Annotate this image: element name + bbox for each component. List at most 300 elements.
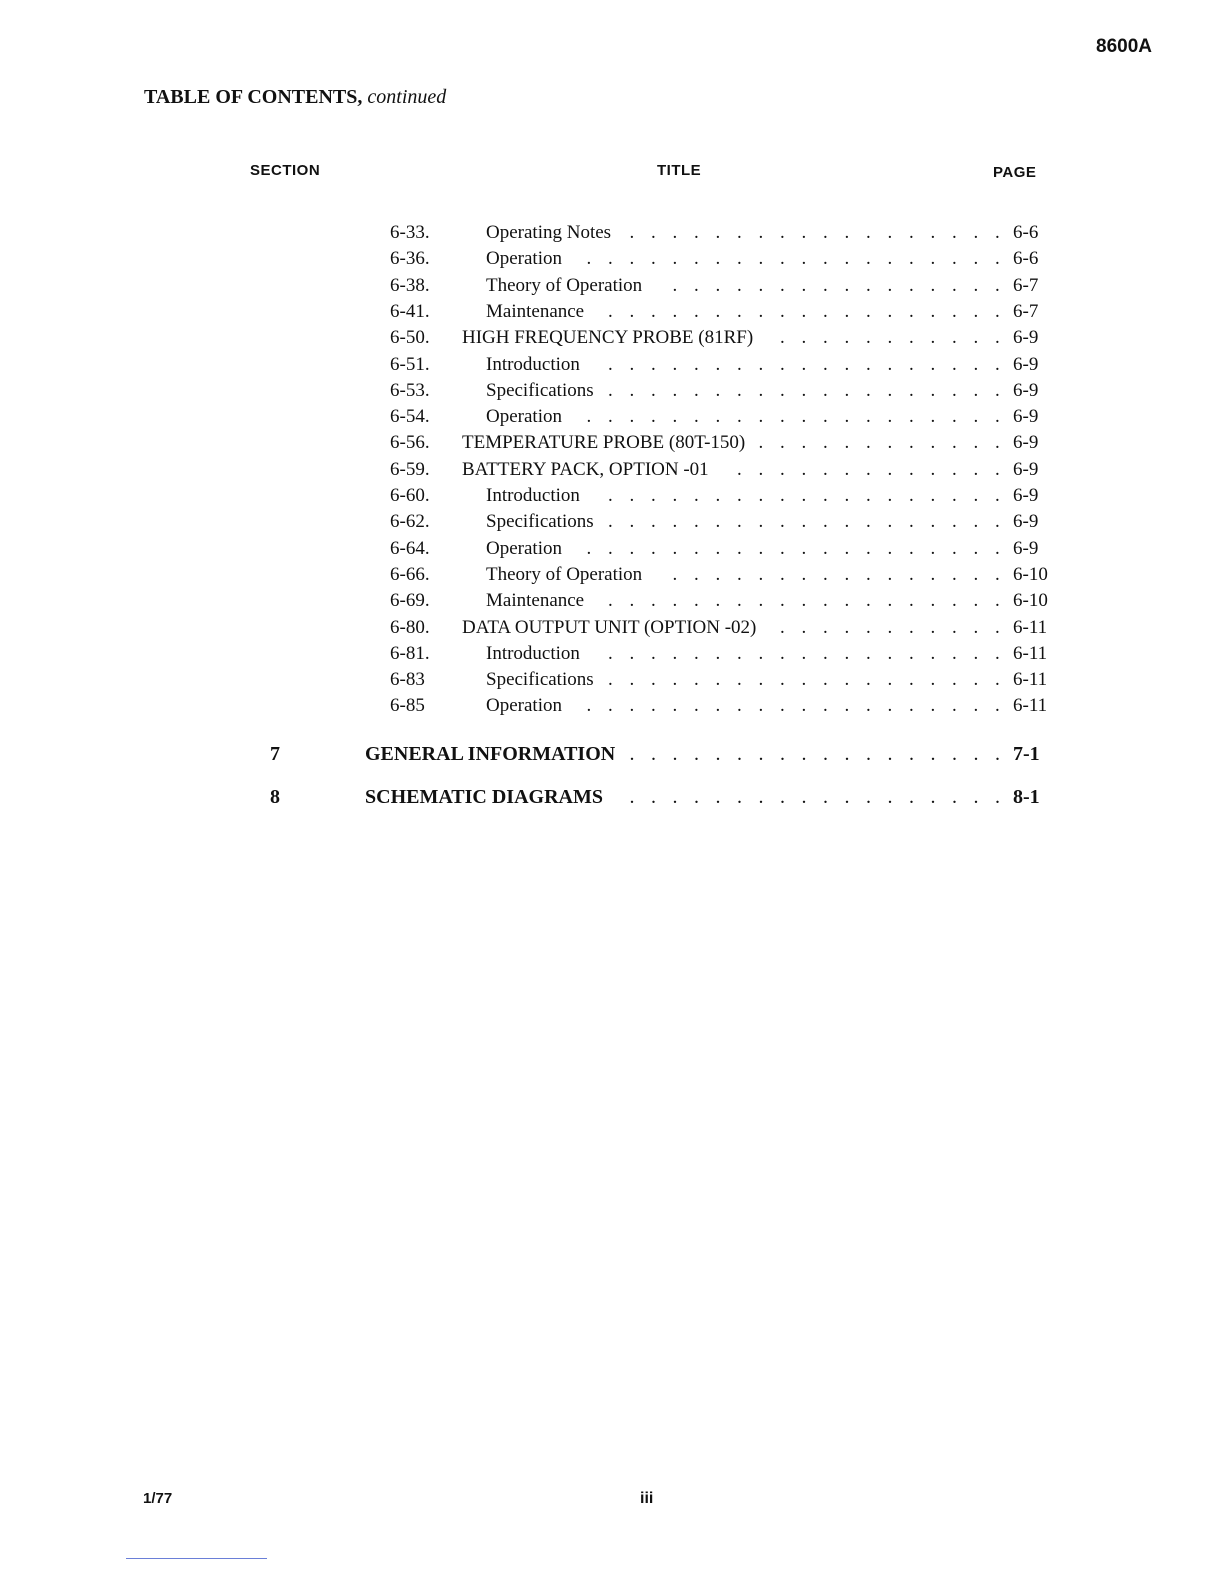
dot-leader: . xyxy=(629,786,635,808)
dot-leader: . xyxy=(952,458,957,480)
dot-leader: . xyxy=(823,327,828,349)
dot-leader: . xyxy=(801,616,807,638)
dot-leader: . xyxy=(737,590,742,612)
dot-leader: . xyxy=(995,274,1000,296)
dot-leader: . xyxy=(801,432,807,454)
dot-leader: . xyxy=(672,642,678,664)
dot-leader: . xyxy=(823,590,828,612)
dot-leader: . xyxy=(930,695,936,717)
dot-leader: . xyxy=(952,327,957,349)
dot-leader: . xyxy=(866,222,871,243)
toc-entry-page: 6-9 xyxy=(1013,511,1039,533)
dot-leader: . xyxy=(952,248,957,270)
toc-entry[interactable] xyxy=(0,430,1224,456)
dot-leader: . xyxy=(801,511,807,533)
dot-leader: . xyxy=(995,590,1000,612)
dot-leader: . xyxy=(823,485,828,506)
page-title xyxy=(144,86,446,109)
dot-leader: . xyxy=(651,743,656,765)
dot-leader: . xyxy=(608,511,613,533)
dot-leader: . xyxy=(952,590,957,612)
dot-leader: . xyxy=(866,327,871,349)
dot-leader: . xyxy=(930,743,936,765)
dot-leader: . xyxy=(672,669,678,691)
dot-leader: . xyxy=(973,274,979,296)
dot-leader: . xyxy=(586,537,592,559)
dot-leader: . xyxy=(823,300,828,322)
dot-leader: . xyxy=(651,590,656,612)
dot-leader: . xyxy=(715,743,721,765)
dot-leader: . xyxy=(672,406,678,428)
toc-entry[interactable] xyxy=(0,457,1224,483)
dot-leader: . xyxy=(973,327,979,349)
dot-leader: . xyxy=(651,485,656,506)
dot-leader: . xyxy=(801,274,807,296)
dot-leader: . xyxy=(973,642,979,664)
dot-leader: . xyxy=(608,590,613,612)
dot-leader: . xyxy=(737,537,742,559)
dot-leader: . xyxy=(801,590,807,612)
dot-leader: . xyxy=(844,379,850,401)
dot-leader: . xyxy=(909,327,914,349)
toc-entry-number: 6-54. xyxy=(390,406,430,428)
dot-leader: . xyxy=(952,669,957,691)
dot-leader: . xyxy=(866,563,871,585)
dot-leader: . xyxy=(995,300,1000,322)
dot-leader: . xyxy=(952,743,957,765)
dot-leader: . xyxy=(909,458,914,480)
dot-leader: . xyxy=(694,353,699,375)
dot-leader: . xyxy=(608,642,613,664)
dot-leader: . xyxy=(758,432,764,454)
toc-entry[interactable] xyxy=(0,246,1224,272)
page-title-suffix: continued xyxy=(367,86,447,108)
toc-entry-number: 6-64. xyxy=(390,537,430,559)
dot-leader: . xyxy=(758,786,764,808)
toc-entry-number: 6-56. xyxy=(390,432,430,454)
dot-leader: . xyxy=(844,353,850,375)
dot-leader: . xyxy=(930,300,936,322)
toc-entry-number: 6-51. xyxy=(390,353,430,375)
dot-leader: . xyxy=(973,743,979,765)
toc-entry[interactable] xyxy=(0,378,1224,404)
dot-leader: . xyxy=(758,590,764,612)
dot-leader: . xyxy=(995,642,1000,664)
dot-leader: . xyxy=(629,537,635,559)
dot-leader: . xyxy=(930,485,936,506)
dot-leader: . xyxy=(973,300,979,322)
dot-leader: . xyxy=(995,743,1000,765)
dot-leader: . xyxy=(651,353,656,375)
dot-leader: . xyxy=(608,300,613,322)
page-title-text: TABLE OF CONTENTS, xyxy=(144,86,363,108)
toc-entry[interactable] xyxy=(0,273,1224,299)
toc-section[interactable] xyxy=(0,783,1224,811)
dot-leader: . xyxy=(694,563,699,585)
toc-entry-number: 6-62. xyxy=(390,511,430,533)
dot-leader: . xyxy=(672,353,678,375)
dot-leader: . xyxy=(973,669,979,691)
dot-leader: . xyxy=(973,616,979,638)
dot-leader: . xyxy=(887,248,893,270)
dot-leader: . xyxy=(909,616,914,638)
dot-leader: . xyxy=(694,786,699,808)
toc-entry[interactable] xyxy=(0,404,1224,430)
dot-leader: . xyxy=(823,432,828,454)
dot-leader: . xyxy=(801,743,807,765)
dot-leader: . xyxy=(995,616,1000,638)
dot-leader: . xyxy=(758,222,764,243)
toc-entry-number: 6-53. xyxy=(390,379,430,401)
toc-entry-title: DATA OUTPUT UNIT (OPTION -02) xyxy=(462,616,757,638)
dot-leader: . xyxy=(715,274,721,296)
dot-leader: . xyxy=(780,406,785,428)
dot-leader: . xyxy=(651,300,656,322)
dot-leader: . xyxy=(758,458,764,480)
toc-entry-page: 6-9 xyxy=(1013,353,1039,375)
dot-leader: . xyxy=(823,616,828,638)
toc-entry-title: Operation xyxy=(486,406,562,428)
toc-entry-number: 6-83 xyxy=(390,669,425,691)
dot-leader: . xyxy=(780,669,785,691)
dot-leader: . xyxy=(801,669,807,691)
dot-leader: . xyxy=(780,485,785,506)
dot-leader: . xyxy=(758,406,764,428)
dot-leader: . xyxy=(737,786,742,808)
dot-leader: . xyxy=(887,590,893,612)
dot-leader: . xyxy=(973,511,979,533)
dot-leader: . xyxy=(952,432,957,454)
dot-leader: . xyxy=(887,563,893,585)
dot-leader: . xyxy=(780,222,785,243)
dot-leader: . xyxy=(887,327,893,349)
dot-leader: . xyxy=(715,485,721,506)
dot-leader: . xyxy=(930,406,936,428)
toc-section[interactable] xyxy=(0,740,1224,768)
toc-section-title: GENERAL INFORMATION xyxy=(365,743,616,765)
footer-page-number: iii xyxy=(640,1490,654,1507)
dot-leader: . xyxy=(866,537,871,559)
footer-rule xyxy=(126,1558,267,1559)
dot-leader: . xyxy=(887,743,893,765)
dot-leader: . xyxy=(866,379,871,401)
dot-leader: . xyxy=(608,406,613,428)
dot-leader: . xyxy=(715,786,721,808)
dot-leader: . xyxy=(887,537,893,559)
dot-leader: . xyxy=(844,786,850,808)
dot-leader: . xyxy=(844,300,850,322)
toc-entry-page: 6-9 xyxy=(1013,537,1039,559)
dot-leader: . xyxy=(844,248,850,270)
dot-leader: . xyxy=(866,511,871,533)
toc-entry[interactable] xyxy=(0,509,1224,535)
dot-leader: . xyxy=(866,248,871,270)
dot-leader: . xyxy=(780,379,785,401)
toc-entry-page: 6-9 xyxy=(1013,379,1039,401)
dot-leader: . xyxy=(629,695,635,717)
dot-leader: . xyxy=(909,786,914,808)
dot-leader: . xyxy=(866,353,871,375)
dot-leader: . xyxy=(844,406,850,428)
dot-leader: . xyxy=(973,222,979,243)
toc-entry[interactable] xyxy=(0,325,1224,351)
dot-leader: . xyxy=(780,616,785,638)
toc-entry[interactable] xyxy=(0,220,1224,246)
dot-leader: . xyxy=(629,511,635,533)
dot-leader: . xyxy=(952,695,957,717)
dot-leader: . xyxy=(887,485,893,506)
dot-leader: . xyxy=(952,406,957,428)
dot-leader: . xyxy=(672,485,678,506)
dot-leader: . xyxy=(758,485,764,506)
dot-leader: . xyxy=(930,222,936,243)
dot-leader: . xyxy=(780,458,785,480)
dot-leader: . xyxy=(909,406,914,428)
dot-leader: . xyxy=(651,511,656,533)
dot-leader: . xyxy=(866,274,871,296)
dot-leader: . xyxy=(930,669,936,691)
dot-leader: . xyxy=(973,432,979,454)
toc-entry-number: 6-38. xyxy=(390,274,430,296)
dot-leader: . xyxy=(823,695,828,717)
dot-leader: . xyxy=(930,432,936,454)
dot-leader: . xyxy=(973,353,979,375)
dot-leader: . xyxy=(909,248,914,270)
dot-leader: . xyxy=(672,274,678,296)
dot-leader: . xyxy=(737,563,742,585)
dot-leader: . xyxy=(952,511,957,533)
dot-leader: . xyxy=(973,537,979,559)
dot-leader: . xyxy=(823,669,828,691)
dot-leader: . xyxy=(887,458,893,480)
toc-section-page: 7-1 xyxy=(1013,743,1040,765)
dot-leader: . xyxy=(952,563,957,585)
dot-leader: . xyxy=(608,353,613,375)
toc-entry-page: 6-9 xyxy=(1013,327,1039,349)
dot-leader: . xyxy=(823,743,828,765)
dot-leader: . xyxy=(801,786,807,808)
toc-entry[interactable] xyxy=(0,588,1224,614)
dot-leader: . xyxy=(930,563,936,585)
dot-leader: . xyxy=(780,432,785,454)
toc-entry[interactable] xyxy=(0,615,1224,641)
toc-entry-title: BATTERY PACK, OPTION -01 xyxy=(462,458,709,480)
toc-entry-number: 6-36. xyxy=(390,248,430,270)
dot-leader: . xyxy=(608,485,613,506)
toc-entry-title: Specifications xyxy=(486,669,594,691)
dot-leader: . xyxy=(715,563,721,585)
dot-leader: . xyxy=(995,432,1000,454)
dot-leader: . xyxy=(780,590,785,612)
toc-entry-title: Introduction xyxy=(486,353,580,375)
toc-entry-number: 6-41. xyxy=(390,300,430,322)
dot-leader: . xyxy=(887,353,893,375)
dot-leader: . xyxy=(758,563,764,585)
dot-leader: . xyxy=(844,563,850,585)
dot-leader: . xyxy=(715,222,721,243)
toc-entry[interactable] xyxy=(0,562,1224,588)
toc-entry-page: 6-9 xyxy=(1013,458,1039,480)
dot-leader: . xyxy=(887,222,893,243)
dot-leader: . xyxy=(823,537,828,559)
dot-leader: . xyxy=(608,379,613,401)
dot-leader: . xyxy=(694,669,699,691)
dot-leader: . xyxy=(715,590,721,612)
dot-leader: . xyxy=(715,669,721,691)
dot-leader: . xyxy=(651,379,656,401)
dot-leader: . xyxy=(694,222,699,243)
dot-leader: . xyxy=(909,743,914,765)
dot-leader: . xyxy=(672,537,678,559)
dot-leader: . xyxy=(844,743,850,765)
dot-leader: . xyxy=(866,669,871,691)
dot-leader: . xyxy=(823,642,828,664)
dot-leader: . xyxy=(694,511,699,533)
dot-leader: . xyxy=(758,274,764,296)
toc-entry[interactable] xyxy=(0,483,1224,509)
dot-leader: . xyxy=(823,511,828,533)
toc-entry-title: Introduction xyxy=(486,642,580,664)
dot-leader: . xyxy=(737,406,742,428)
dot-leader: . xyxy=(995,669,1000,691)
dot-leader: . xyxy=(930,511,936,533)
dot-leader: . xyxy=(844,511,850,533)
dot-leader: . xyxy=(930,537,936,559)
dot-leader: . xyxy=(995,458,1000,480)
toc-entry[interactable] xyxy=(0,667,1224,693)
dot-leader: . xyxy=(780,248,785,270)
dot-leader: . xyxy=(995,406,1000,428)
dot-leader: . xyxy=(995,537,1000,559)
dot-leader: . xyxy=(780,537,785,559)
toc-entry-title: Specifications xyxy=(486,511,594,533)
toc-entry-number: 6-60. xyxy=(390,485,430,506)
toc-entry-page: 6-9 xyxy=(1013,485,1039,506)
dot-leader: . xyxy=(866,743,871,765)
dot-leader: . xyxy=(608,248,613,270)
dot-leader: . xyxy=(995,379,1000,401)
dot-leader: . xyxy=(887,511,893,533)
dot-leader: . xyxy=(995,511,1000,533)
dot-leader: . xyxy=(758,669,764,691)
toc-section-title: SCHEMATIC DIAGRAMS xyxy=(365,786,603,808)
dot-leader: . xyxy=(866,616,871,638)
dot-leader: . xyxy=(608,669,613,691)
toc-entry-title: Operation xyxy=(486,248,562,270)
toc-entry-page: 6-7 xyxy=(1013,274,1039,296)
toc-entry-number: 6-81. xyxy=(390,642,430,664)
dot-leader: . xyxy=(629,406,635,428)
dot-leader: . xyxy=(909,695,914,717)
dot-leader: . xyxy=(801,458,807,480)
dot-leader: . xyxy=(930,786,936,808)
dot-leader: . xyxy=(672,695,678,717)
dot-leader: . xyxy=(780,353,785,375)
dot-leader: . xyxy=(844,695,850,717)
dot-leader: . xyxy=(694,300,699,322)
toc-entry-page: 6-10 xyxy=(1013,563,1048,585)
dot-leader: . xyxy=(844,274,850,296)
toc-entry-number: 6-69. xyxy=(390,590,430,612)
toc-entry-page: 6-7 xyxy=(1013,300,1039,322)
dot-leader: . xyxy=(758,642,764,664)
dot-leader: . xyxy=(952,616,957,638)
dot-leader: . xyxy=(629,590,635,612)
dot-leader: . xyxy=(651,406,656,428)
dot-leader: . xyxy=(909,432,914,454)
dot-leader: . xyxy=(651,669,656,691)
dot-leader: . xyxy=(651,695,656,717)
dot-leader: . xyxy=(909,669,914,691)
dot-leader: . xyxy=(715,406,721,428)
dot-leader: . xyxy=(672,248,678,270)
column-header-title: TITLE xyxy=(657,162,702,179)
toc-entry-title: Theory of Operation xyxy=(486,563,643,585)
dot-leader: . xyxy=(672,786,678,808)
dot-leader: . xyxy=(952,379,957,401)
dot-leader: . xyxy=(651,786,656,808)
toc-entry-page: 6-6 xyxy=(1013,248,1039,270)
dot-leader: . xyxy=(801,222,807,243)
dot-leader: . xyxy=(758,353,764,375)
dot-leader: . xyxy=(930,379,936,401)
dot-leader: . xyxy=(823,353,828,375)
dot-leader: . xyxy=(758,511,764,533)
dot-leader: . xyxy=(780,786,785,808)
dot-leader: . xyxy=(737,642,742,664)
dot-leader: . xyxy=(823,274,828,296)
dot-leader: . xyxy=(758,537,764,559)
footer-date: 1/77 xyxy=(143,1490,173,1507)
toc-entry[interactable] xyxy=(0,536,1224,562)
dot-leader: . xyxy=(995,353,1000,375)
toc-entry[interactable] xyxy=(0,299,1224,325)
dot-leader: . xyxy=(694,642,699,664)
dot-leader: . xyxy=(952,537,957,559)
dot-leader: . xyxy=(930,248,936,270)
dot-leader: . xyxy=(995,327,1000,349)
dot-leader: . xyxy=(608,695,613,717)
dot-leader: . xyxy=(973,786,979,808)
toc-entry[interactable] xyxy=(0,693,1224,719)
dot-leader: . xyxy=(823,786,828,808)
toc-entry-title: Operation xyxy=(486,695,562,717)
dot-leader: . xyxy=(866,695,871,717)
dot-leader: . xyxy=(737,300,742,322)
toc-entry-page: 6-11 xyxy=(1013,642,1048,664)
toc-entry-page: 6-9 xyxy=(1013,406,1039,428)
dot-leader: . xyxy=(672,222,678,243)
dot-leader: . xyxy=(930,642,936,664)
toc-entry[interactable] xyxy=(0,352,1224,378)
dot-leader: . xyxy=(672,563,678,585)
dot-leader: . xyxy=(823,563,828,585)
dot-leader: . xyxy=(844,669,850,691)
dot-leader: . xyxy=(629,222,635,243)
dot-leader: . xyxy=(801,485,807,506)
dot-leader: . xyxy=(866,642,871,664)
dot-leader: . xyxy=(694,274,699,296)
dot-leader: . xyxy=(737,353,742,375)
dot-leader: . xyxy=(801,406,807,428)
dot-leader: . xyxy=(909,511,914,533)
dot-leader: . xyxy=(780,511,785,533)
dot-leader: . xyxy=(672,511,678,533)
dot-leader: . xyxy=(780,642,785,664)
toc-entry[interactable] xyxy=(0,641,1224,667)
dot-leader: . xyxy=(651,642,656,664)
dot-leader: . xyxy=(651,248,656,270)
